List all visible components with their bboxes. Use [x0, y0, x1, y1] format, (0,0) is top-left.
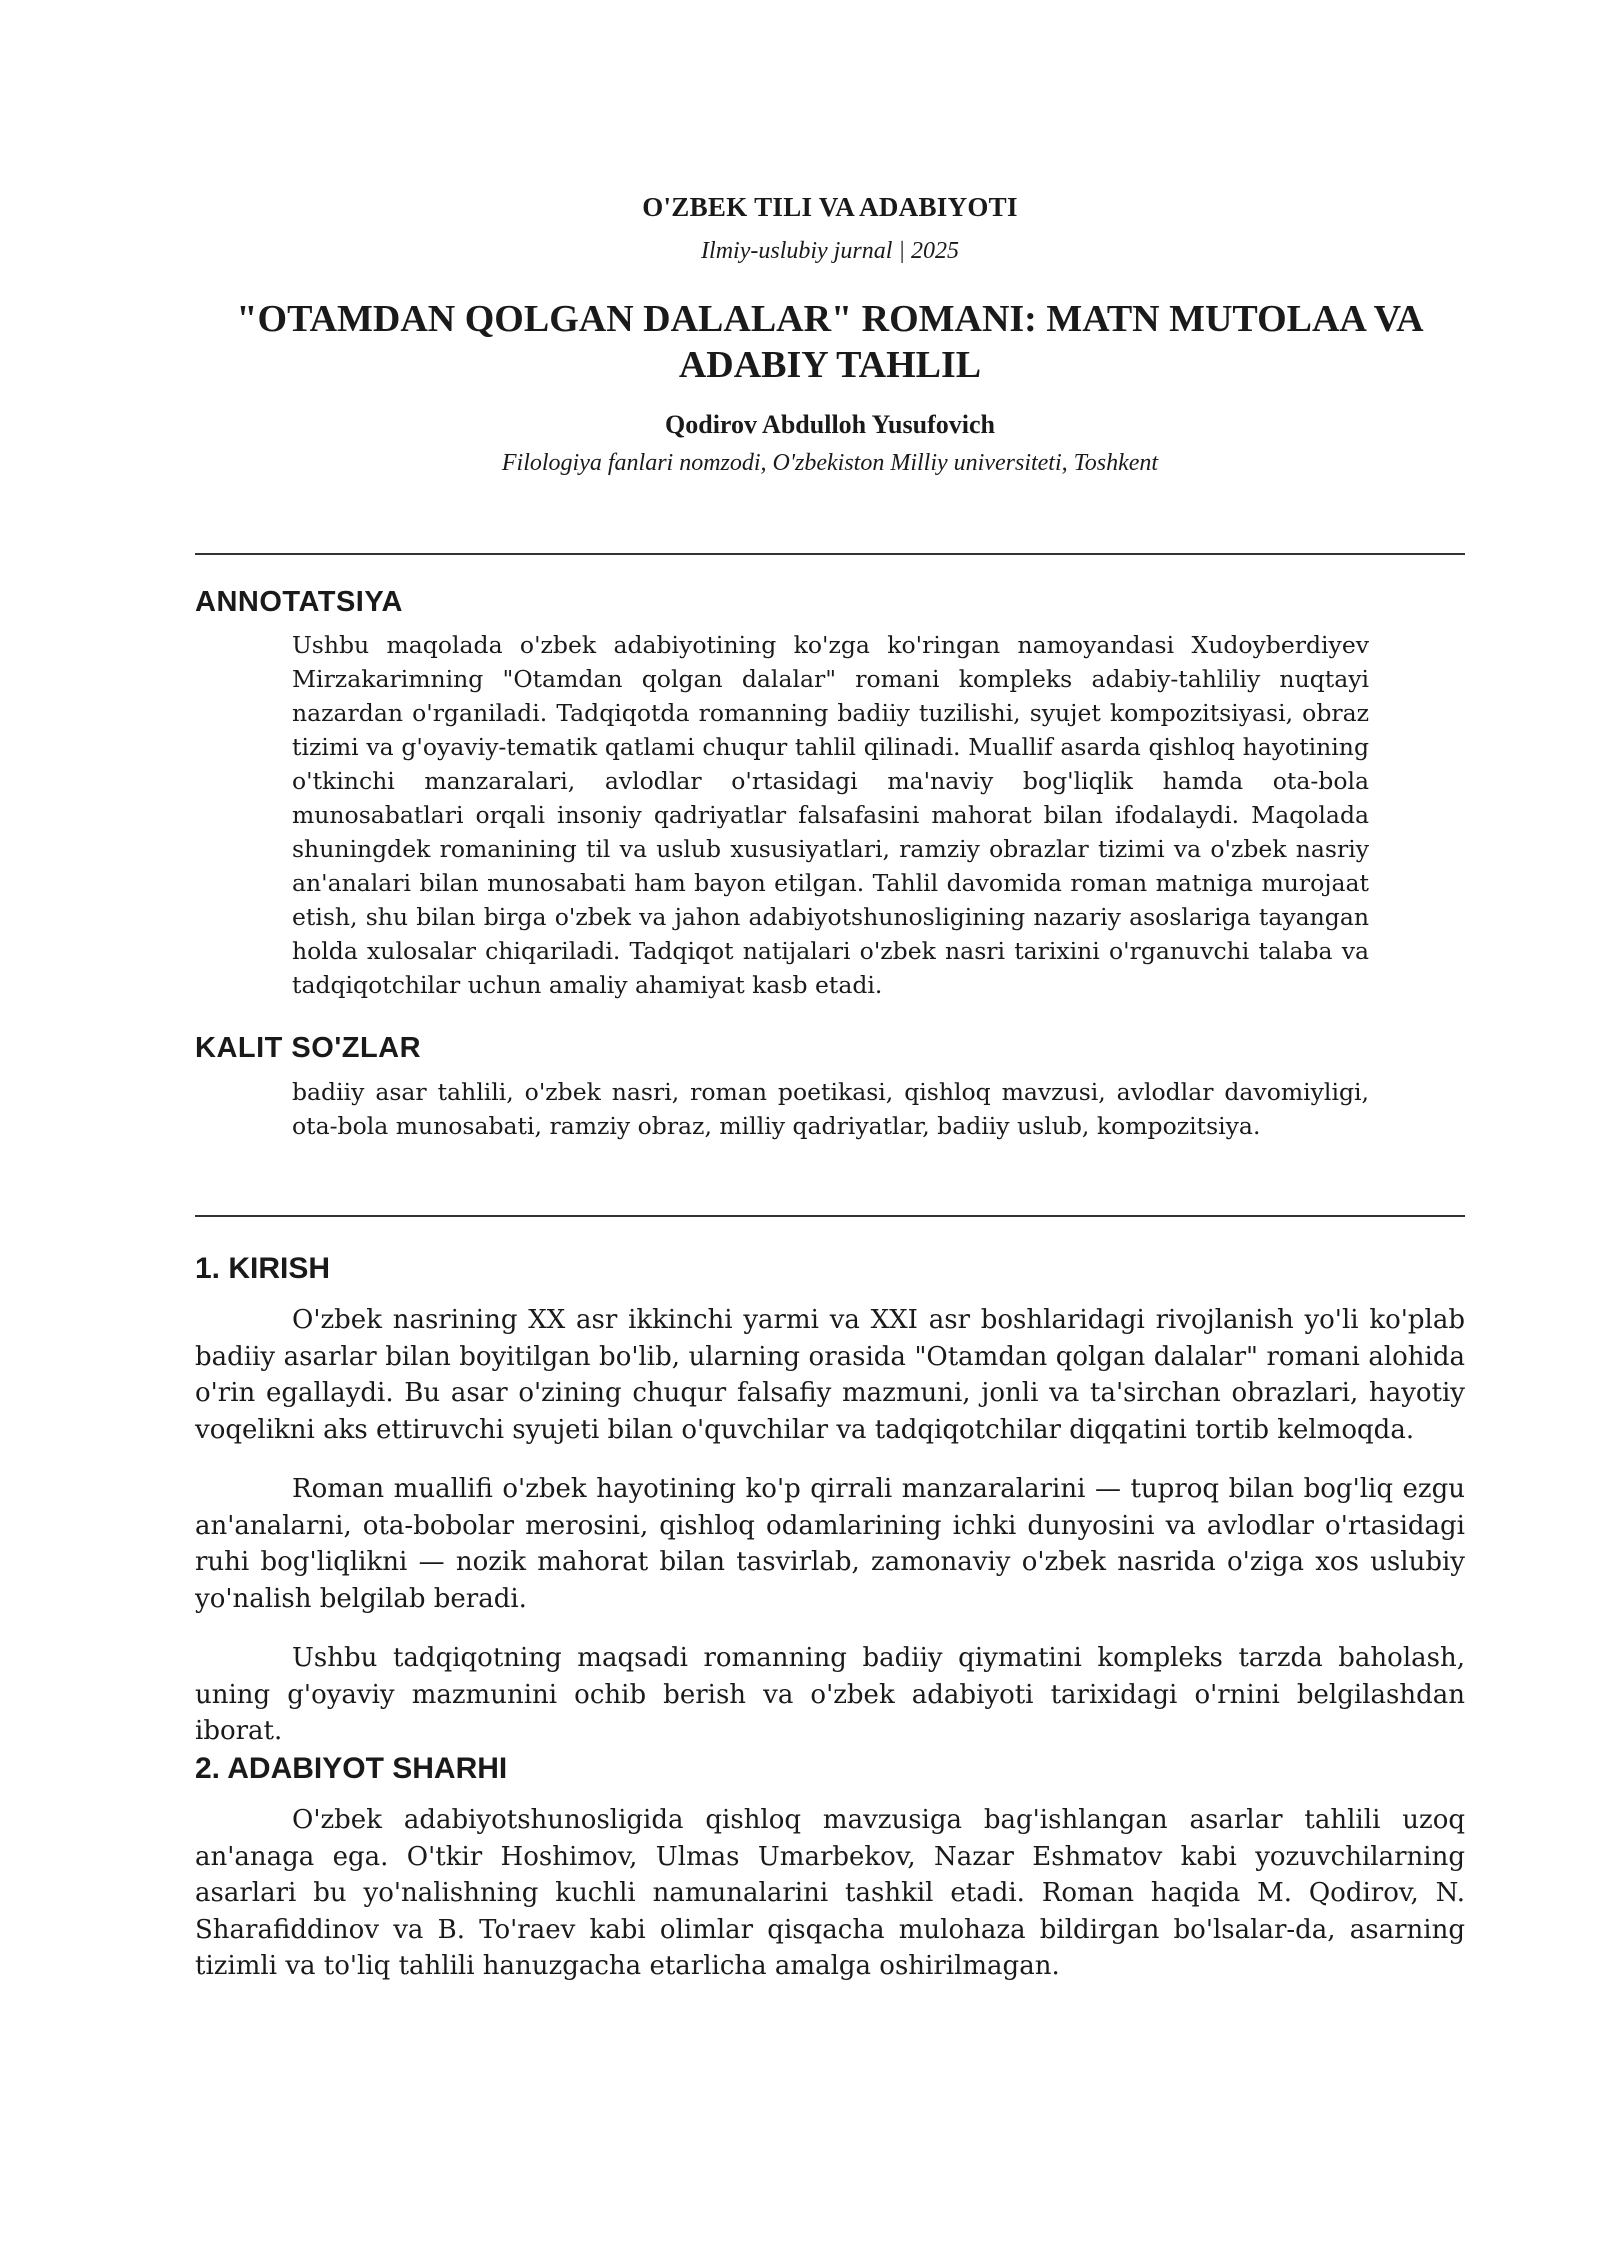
- journal-subtitle: Ilmiy-uslubiy jurnal | 2025: [701, 238, 959, 264]
- literature-paragraph-1: O'zbek adabiyotshunosligida qishloq mavzusiga bag'ishlangan asarlar tahlili uzoq an'anaga ega. O'tkir Hoshimov, Ulmas Umarbekov, Nazar Eshmatov kabi yozuvchilarning asarlari bu yo'nalishning kuchli namunalarini tashkil etadi. Roman haqida M. Qodirov, N. Sharafiddinov va B. To'raev kabi olimlar qisqacha mulohaza bildirgan bo'lsalar-da, asarning tizimli va to'liq tahlili hanuzgacha etarlicha amalga oshirilmagan.: [195, 1805, 1465, 1981]
- keywords-text: badiiy asar tahlili, o'zbek nasri, roman poetikasi, qishloq mavzusi, avlodlar davomiyligi, ota-bola munosabati, ramziy obraz, milliy qadriyatlar, badiiy uslub, kompozitsiya.: [292, 1078, 1369, 1140]
- section-divider: [195, 1215, 1465, 1217]
- top-divider: [195, 553, 1465, 555]
- intro-paragraph-2: Roman muallifi o'zbek hayotining ko'p qirrali manzaralarini — tuproq bilan bog'liq ezgu an'analarni, ota-bobolar merosini, qishloq odamlarining ichki dunyosini va avlodlar o'rtasidagi ruhi bog'liqlikni — nozik mahorat bilan tasvirlab, zamonaviy o'zbek nasrida o'ziga xos uslubiy yo'nalish belgilab beradi.: [195, 1474, 1465, 1614]
- abstract-heading: ANNOTATSIYA: [195, 586, 403, 618]
- abstract-text: Ushbu maqolada o'zbek adabiyotining ko'zga ko'ringan namoyandasi Xudoyberdiyev Mirzakarimning "Otamdan qolgan dalalar" romani kompleks adabiy-tahliliy nuqtayi nazardan o'rganiladi. Tadqiqotda romanning badiiy tuzilishi, syujet kompozitsiyasi, obraz tizimi va g'oyaviy-tematik qatlami chuqur tahlil qilinadi. Muallif asarda qishloq hayotining o'tkinchi manzaralari, avlodlar o'rtasidagi ma'naviy bog'liqlik hamda ota-bola munosabatlari orqali insoniy qadriyatlar falsafasini mahorat bilan ifodalaydi. Maqolada shuningdek romanining til va uslub xususiyatlari, ramziy obrazlar tizimi va o'zbek nasriy an'analari bilan munosabati ham bayon etilgan. Tahlil davomida roman matniga murojaat etish, shu bilan birga o'zbek va jahon adabiyotshunosligining nazariy asoslariga tayangan holda xulosalar chiqariladi. Tadqiqot natijalari o'zbek nasri tarixini o'rganuvchi talaba va tadqiqotchilar uchun amaliy ahamiyat kasb etadi.: [292, 631, 1369, 999]
- journal-name: O'ZBEK TILI VA ADABIYOTI: [642, 192, 1018, 222]
- author-affiliation: Filologiya fanlari nomzodi, O'zbekiston Milliy universiteti, Toshkent: [501, 450, 1159, 476]
- article-title: "OTAMDAN QOLGAN DALALAR" ROMANI: MATN MUTOLAA VA ADABIY TAHLIL: [236, 298, 1424, 386]
- intro-paragraph-3: Ushbu tadqiqotning maqsadi romanning badiiy qiymatini kompleks tarzda baholash, uning g'oyaviy mazmunini ochib berish va o'zbek adabiyoti tarixidagi o'rnini belgilashdan iborat.: [195, 1643, 1465, 1746]
- intro-paragraph-1: O'zbek nasrining XX asr ikkinchi yarmi va XXI asr boshlaridagi rivojlanish yo'li ko'plab badiiy asarlar bilan boyitilgan bo'lib, ularning orasida "Otamdan qolgan dalalar" romani alohida o'rin egallaydi. Bu asar o'zining chuqur falsafiy mazmuni, jonli va ta'sirchan obrazlari, hayotiy voqelikni aks ettiruvchi syujeti bilan o'quvchilar va tadqiqotchilar diqqatini tortib kelmoqda.: [195, 1305, 1465, 1445]
- keywords-heading: KALIT SO'ZLAR: [195, 1032, 422, 1064]
- section-heading-introduction: 1. KIRISH: [195, 1252, 331, 1285]
- author-name: Qodirov Abdulloh Yusufovich: [665, 410, 995, 439]
- section-heading-literature-review: 2. ADABIYOT SHARHI: [195, 1752, 508, 1785]
